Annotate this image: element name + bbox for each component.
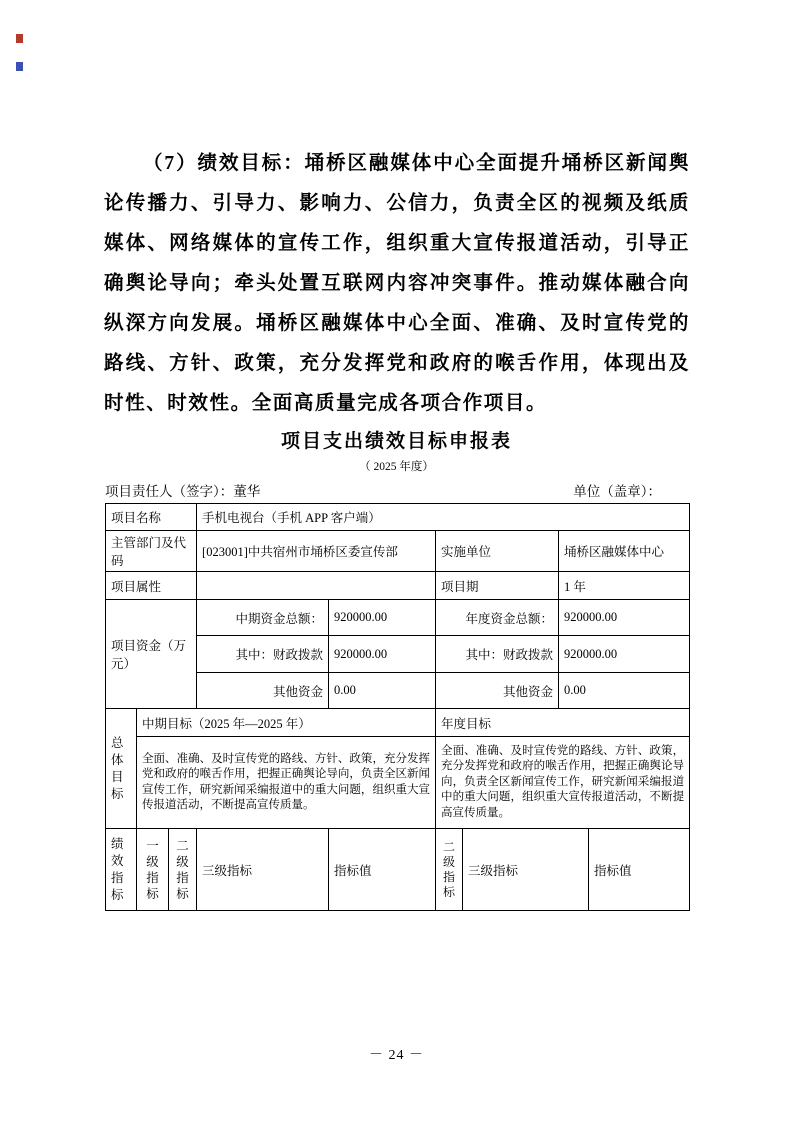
performance-goal-paragraph: （7）绩效目标：埇桥区融媒体中心全面提升埇桥区新闻舆论传播力、引导力、影响力、公信力，负责全区的视频及纸质媒体、网络媒体的宣传工作，组织重大宣传报道活动，引导正确舆论导向；牵头处置互联网内容冲突事件。推动媒体融合向纵深方向发展。埇桥区融媒体中心全面、准确、及时宣传党的路线、方针、政策，充分发挥党和政府的喉舌作用，体现出及时性、时效性。全面高质量完成各项合作项目。 [104, 153, 690, 414]
mid-fiscal-value: 920000.00 [329, 636, 436, 673]
row-project-name [106, 504, 690, 531]
year-total-value: 920000.00 [559, 600, 690, 636]
year-fiscal-value: 920000.00 [559, 636, 690, 673]
level2-header-right: 二级指标 [436, 829, 463, 911]
mid-goal-text: 全面、准确、及时宣传党的路线、方针、政策，充分发挥党和政府的喉舌作用，把握正确舆论导向，负责全区新闻宣传工作，研究新闻采编报道中的重大问题，组织重大宣传报道活动，不断提高宣传质量。 [137, 737, 436, 829]
overall-goal-label: 总体目标 [106, 709, 137, 829]
responsible-person-label: 项目责任人（签字）：董华 [105, 484, 261, 499]
mid-total-value: 920000.00 [329, 600, 436, 636]
department-label: 主管部门及代码 [106, 531, 197, 572]
year-goal-header: 年度目标 [436, 709, 690, 737]
year-fiscal-label: 其中：财政拨款 [436, 636, 559, 673]
year-other-label: 其他资金 [436, 673, 559, 709]
indicators-label: 绩效指标 [106, 829, 137, 911]
project-name-value: 手机电视台（手机 APP 客户端） [197, 504, 690, 531]
project-period-label: 项目期 [436, 572, 559, 600]
page-number: － 24 － [369, 1048, 424, 1063]
signer-row [105, 480, 689, 500]
mid-other-label: 其他资金 [197, 673, 329, 709]
row-attribute [106, 572, 690, 600]
project-name-label: 项目名称 [106, 504, 197, 531]
funds-label: 项目资金（万元） [106, 600, 197, 709]
level3-header-right: 三级指标 [463, 829, 589, 911]
mid-goal-header: 中期目标（2025 年—2025 年） [137, 709, 436, 737]
form-title: 项目支出绩效目标申报表 [280, 431, 512, 452]
mid-other-value: 0.00 [329, 673, 436, 709]
row-department [106, 531, 690, 572]
project-attribute-value [197, 572, 436, 600]
department-value: [023001]中共宿州市埇桥区委宣传部 [197, 531, 436, 572]
unit-seal-label: 单位（盖章）： [573, 484, 661, 499]
margin-mark-red [16, 34, 23, 43]
value-header-right: 指标值 [589, 829, 690, 911]
level2-header-left: 二级指标 [169, 829, 197, 911]
form-year-subtitle: （ 2025 年度） [359, 461, 434, 473]
year-other-value: 0.00 [559, 673, 690, 709]
level1-header-left: 一级指标 [137, 829, 169, 911]
level3-header-left: 三级指标 [197, 829, 329, 911]
value-header-left: 指标值 [329, 829, 436, 911]
row-indicator-headers [106, 829, 690, 911]
declaration-table [105, 503, 690, 911]
mid-fiscal-label: 其中：财政拨款 [197, 636, 329, 673]
project-period-value: 1 年 [559, 572, 690, 600]
year-goal-text: 全面、准确、及时宣传党的路线、方针、政策，充分发挥党和政府的喉舌作用，把握正确舆论导向，负责全区新闻宣传工作，研究新闻采编报道中的重大问题，组织重大宣传报道活动，不断提高宣传质量。 [436, 737, 690, 829]
mid-total-label: 中期资金总额： [197, 600, 329, 636]
margin-mark-blue [16, 62, 23, 71]
row-funds-total [106, 600, 690, 636]
row-goal-headers [106, 709, 690, 737]
implement-unit-value: 埇桥区融媒体中心 [559, 531, 690, 572]
project-attribute-label: 项目属性 [106, 572, 197, 600]
year-total-label: 年度资金总额： [436, 600, 559, 636]
implement-unit-label: 实施单位 [436, 531, 559, 572]
row-goal-texts [106, 737, 690, 829]
